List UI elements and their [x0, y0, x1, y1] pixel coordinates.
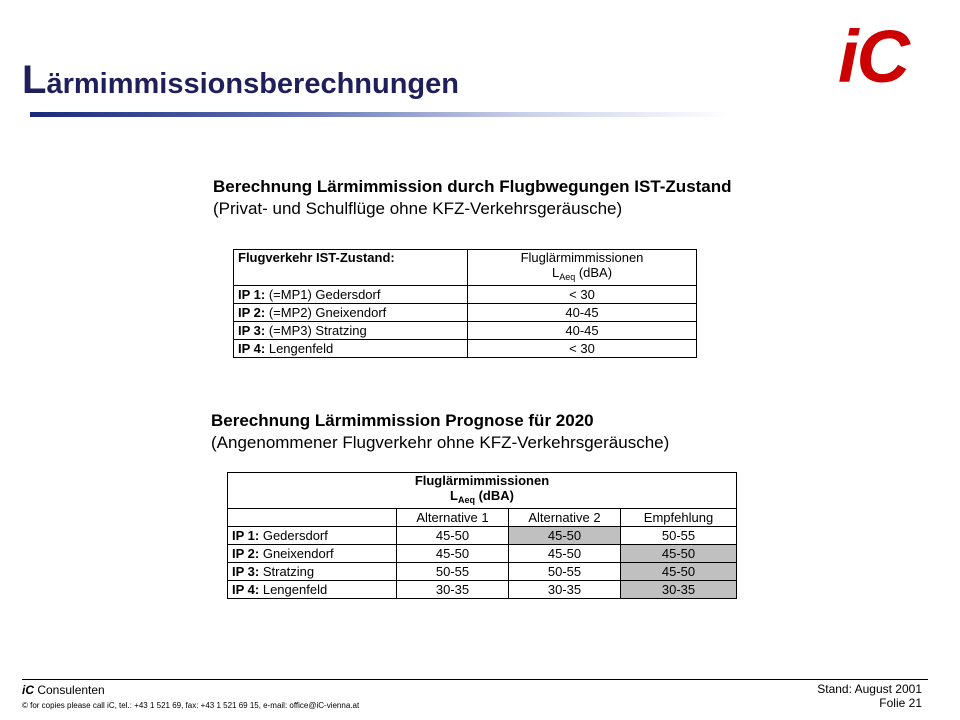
row-label: IP 1: (=MP1) Gedersdorf	[234, 286, 468, 304]
row-label: IP 1: Gedersdorf	[228, 527, 397, 545]
cell-empfehlung: 45-50	[621, 545, 737, 563]
table-row	[234, 286, 697, 304]
footer-company	[22, 683, 105, 697]
row-value: < 30	[468, 340, 697, 358]
row-value: 40-45	[468, 322, 697, 340]
table-row	[228, 545, 737, 563]
section2-subheading: (Angenommener Flugverkehr ohne KFZ-Verkehrsgeräusche)	[211, 433, 670, 452]
cell-empfehlung: 30-35	[621, 581, 737, 599]
table-header-row	[228, 473, 737, 509]
table-row	[234, 304, 697, 322]
footer-right	[817, 682, 922, 710]
ic-logo: iC	[838, 15, 908, 98]
row-label: IP 2: Gneixendorf	[228, 545, 397, 563]
footer-company-rest: Consulenten	[34, 683, 105, 697]
table-ist-zustand	[233, 249, 697, 358]
table-header-left: Flugverkehr IST-Zustand:	[234, 250, 468, 286]
table-row	[234, 340, 697, 358]
column-header: Empfehlung	[621, 509, 737, 527]
row-value: < 30	[468, 286, 697, 304]
cell-alt1: 45-50	[397, 527, 509, 545]
footer-folie: Folie 21	[879, 696, 922, 710]
page-title	[22, 58, 459, 103]
table-row	[228, 581, 737, 599]
section1-subheading: (Privat- und Schulflüge ohne KFZ-Verkehrsgeräusche)	[213, 199, 623, 218]
column-header: Alternative 2	[509, 509, 621, 527]
title-initial: L	[22, 58, 47, 102]
row-label: IP 3: Stratzing	[228, 563, 397, 581]
table-column-header-row	[228, 509, 737, 527]
section1-heading-block	[213, 176, 732, 220]
section1-heading: Berechnung Lärmimmission durch Flugbwegungen IST-Zustand	[213, 177, 732, 196]
cell-empfehlung: 45-50	[621, 563, 737, 581]
header-label: Fluglärmimmissionen	[520, 250, 644, 265]
section2-heading: Berechnung Lärmimmission Prognose für 2020	[211, 411, 594, 430]
footer-contact: © for copies please call iC, tel.: +43 1 521 69, fax: +43 1 521 69 15, e-mail: office@iC-vienna.at	[22, 701, 360, 710]
table-header-title	[228, 473, 737, 509]
title-rest: ärmimmissionsberechnungen	[46, 68, 459, 100]
row-label: IP 4: Lengenfeld	[228, 581, 397, 599]
table-header-row	[234, 250, 697, 286]
footer-divider	[22, 679, 928, 680]
table-row	[228, 563, 737, 581]
title-underline	[30, 112, 730, 117]
row-label: IP 3: (=MP3) Stratzing	[234, 322, 468, 340]
table-prognose-2020	[227, 472, 737, 599]
cell-alt2: 30-35	[509, 581, 621, 599]
column-header: Alternative 1	[397, 509, 509, 527]
table-header-right	[468, 250, 697, 286]
cell-alt2: 45-50	[509, 545, 621, 563]
footer-company-ic: iC	[22, 683, 34, 697]
header-label: Fluglärmimmissionen	[414, 473, 550, 488]
cell-empfehlung: 50-55	[621, 527, 737, 545]
cell-alt2: 45-50	[509, 527, 621, 545]
row-label: IP 4: Lengenfeld	[234, 340, 468, 358]
row-value: 40-45	[468, 304, 697, 322]
cell-alt1: 50-55	[397, 563, 509, 581]
row-label: IP 2: (=MP2) Gneixendorf	[234, 304, 468, 322]
footer-stand: Stand: August 2001	[817, 682, 922, 696]
header-unit: $L_{Aeq}$ (dBA)	[551, 265, 613, 282]
table-row	[234, 322, 697, 340]
cell-alt1: 45-50	[397, 545, 509, 563]
cell-alt2: 50-55	[509, 563, 621, 581]
empty-header-cell	[228, 509, 397, 527]
section2-heading-block	[211, 410, 669, 454]
table-row	[228, 527, 737, 545]
cell-alt1: 30-35	[397, 581, 509, 599]
header-unit: $L_{Aeq}$ (dBA)	[450, 488, 514, 505]
